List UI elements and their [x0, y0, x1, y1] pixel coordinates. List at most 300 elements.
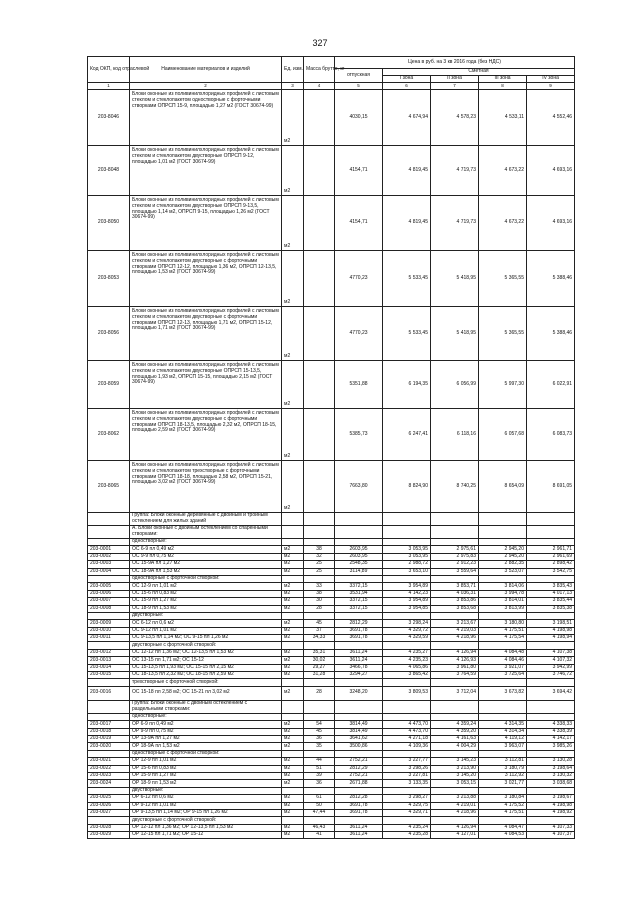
cell-empty — [479, 700, 527, 713]
cell-zone2-price: 4 161,63 — [431, 735, 479, 742]
cell-empty — [479, 679, 527, 686]
cell-zone1-price: 3 809,53 — [383, 686, 431, 700]
cell-code — [88, 679, 130, 686]
cell-mass: 61 — [304, 795, 335, 802]
cell-zone3-price: 3 112,81 — [479, 758, 527, 765]
cell-zone2-price: 5 418,95 — [431, 251, 479, 307]
subgroup-row — [88, 539, 575, 546]
cell-code: 203-0007 — [88, 598, 130, 605]
cell-zone1-price: 3 298,27 — [383, 795, 431, 802]
cell-empty — [383, 539, 431, 546]
cell-unit: м2 — [282, 657, 304, 664]
cell-zone3-price: 4 175,51 — [479, 627, 527, 634]
cell-name: Группа: Блоки оконные деревянные с двойным и тройным остеклением для жилых зданий — [130, 513, 282, 526]
cell-release-price: 2752,21 — [335, 772, 383, 779]
cell-empty — [383, 526, 431, 539]
cell-zone1-price: 8 824,90 — [383, 461, 431, 513]
col-num: 2 — [130, 83, 282, 90]
cell-name: ОС 9-12 пл 1,01 м2 — [130, 627, 282, 634]
cell-zone3-price: 5 997,30 — [479, 361, 527, 409]
cell-unit: м2 — [282, 590, 304, 597]
table-row — [88, 721, 575, 728]
cell-unit: м2 — [282, 146, 304, 196]
cell-code: 203-0010 — [88, 627, 130, 634]
cell-zone3-price: 6 057,68 — [479, 409, 527, 461]
subgroup-row — [88, 575, 575, 582]
cell-mass: 25 — [304, 561, 335, 568]
col-zone4-header: IV зона — [527, 76, 575, 83]
cell-name: Блоки оконные из поливинилхлоридных профилей с листовым стеклом и стеклопакетом двустворные ОПРСП 9-13,5, площадью 1,14 м2, ОПРСП 9-15, площадью 1,26 м2 (ГОСТ 30674-99) — [130, 196, 282, 251]
cell-mass: 29,27 — [304, 664, 335, 671]
cell-empty — [282, 679, 304, 686]
col-num: 6 — [383, 83, 431, 90]
cell-code: 203-0003 — [88, 561, 130, 568]
cell-unit: м2 — [282, 561, 304, 568]
cell-unit: м2 — [282, 635, 304, 642]
cell-mass: 51 — [304, 765, 335, 772]
table-row — [88, 90, 575, 146]
cell-mass: 32 — [304, 553, 335, 560]
cell-zone2-price: 3 145,20 — [431, 772, 479, 779]
cell-zone2-price: 3 213,67 — [431, 620, 479, 627]
cell-code: 203-0014 — [88, 664, 130, 671]
cell-empty — [282, 513, 304, 526]
cell-mass: 36 — [304, 780, 335, 787]
col-num: 1 — [88, 83, 130, 90]
cell-name: ОС 9-13,5 пл 1,14 м2; ОС 9-15 пл 1,26 м2 — [130, 635, 282, 642]
cell-zone1-price: 3 133,35 — [383, 780, 431, 787]
cell-code: 203-0022 — [88, 765, 130, 772]
cell-name: Блоки оконные из поливинилхлоридных профилей с листовым стеклом и стеклопакетом двустворные с форточными створками ОПРСП 18-13,5, площадью 2,32 м2, ОПРСП 18-15, площадью 2,59 м2 (ГОСТ 30674-99) — [130, 409, 282, 461]
cell-mass: 34,33 — [304, 635, 335, 642]
cell-release-price: 2752,21 — [335, 758, 383, 765]
cell-code: 203-0018 — [88, 728, 130, 735]
cell-release-price: 3691,78 — [335, 802, 383, 809]
cell-empty — [527, 612, 575, 619]
cell-name: ОС 15-6 пл 0,83 м2 — [130, 590, 282, 597]
cell-unit: м2 — [282, 409, 304, 461]
cell-empty — [527, 526, 575, 539]
cell-unit: м2 — [282, 721, 304, 728]
cell-code: 203-0015 — [88, 672, 130, 679]
cell-empty — [335, 539, 383, 546]
cell-zone1-price: 3 053,95 — [383, 553, 431, 560]
cell-unit: м2 — [282, 461, 304, 513]
cell-zone2-price: 4 218,96 — [431, 635, 479, 642]
table-row — [88, 196, 575, 251]
cell-zone3-price: 4 175,54 — [479, 635, 527, 642]
cell-zone4-price: 5 388,46 — [527, 307, 575, 361]
cell-zone2-price: 2 975,61 — [431, 546, 479, 553]
cell-name: ОС 9-9 пл 0,75 м2 — [130, 553, 282, 560]
cell-mass — [304, 90, 335, 146]
cell-release-price: 3372,15 — [335, 605, 383, 612]
cell-zone2-price: 4 359,24 — [431, 721, 479, 728]
cell-mass — [304, 409, 335, 461]
cell-name: двустворные с форточной створкой: — [130, 642, 282, 649]
table-row — [88, 772, 575, 779]
cell-code: 203-8050 — [88, 196, 130, 251]
cell-unit: м2 — [282, 664, 304, 671]
cell-zone1-price: 4 819,45 — [383, 196, 431, 251]
cell-empty — [479, 575, 527, 582]
column-number-row — [88, 83, 575, 90]
cell-zone2-price: 4 578,23 — [431, 90, 479, 146]
cell-zone4-price: 4 198,92 — [527, 809, 575, 816]
cell-code: 203-0016 — [88, 686, 130, 700]
cell-code: 203-8059 — [88, 361, 130, 409]
cell-mass — [304, 196, 335, 251]
cell-release-price: 3691,78 — [335, 627, 383, 634]
cell-empty — [431, 713, 479, 720]
cell-zone4-price: 2 961,71 — [527, 546, 575, 553]
cell-zone2-price: 4 127,01 — [431, 832, 479, 839]
cell-zone3-price: 3 814,06 — [479, 583, 527, 590]
cell-empty — [304, 575, 335, 582]
cell-zone4-price: 3 130,28 — [527, 758, 575, 765]
cell-zone2-price: 8 740,25 — [431, 461, 479, 513]
table-row — [88, 795, 575, 802]
cell-unit: м2 — [282, 758, 304, 765]
cell-zone3-price: 8 654,09 — [479, 461, 527, 513]
cell-release-price: 2812,29 — [335, 765, 383, 772]
cell-zone1-price: 3 954,85 — [383, 605, 431, 612]
cell-code: 203-0029 — [88, 832, 130, 839]
cell-zone3-price: 5 365,55 — [479, 307, 527, 361]
cell-release-price: 3531,94 — [335, 590, 383, 597]
cell-empty — [282, 700, 304, 713]
cell-code: 203-0004 — [88, 568, 130, 575]
cell-zone1-price: 4 109,36 — [383, 743, 431, 750]
cell-zone1-price: 6 194,35 — [383, 361, 431, 409]
cell-zone1-price: 4 271,18 — [383, 735, 431, 742]
cell-code: 203-0027 — [88, 809, 130, 816]
cell-empty — [282, 575, 304, 582]
cell-name: ОР 15-9 пл 1,27 м2 — [130, 772, 282, 779]
cell-zone4-price: 3 198,67 — [527, 795, 575, 802]
cell-empty — [527, 513, 575, 526]
cell-release-price: 4030,15 — [335, 90, 383, 146]
cell-zone2-price: 4 004,29 — [431, 743, 479, 750]
cell-zone4-price: 4 338,33 — [527, 721, 575, 728]
cell-name: двустворные: — [130, 612, 282, 619]
cell-zone2-price: 3 145,23 — [431, 758, 479, 765]
table-row — [88, 809, 575, 816]
cell-release-price: 3611,24 — [335, 657, 383, 664]
cell-unit: м2 — [282, 251, 304, 307]
cell-zone1-price: 3 298,26 — [383, 765, 431, 772]
subgroup-row — [88, 679, 575, 686]
cell-zone1-price: 4 235,28 — [383, 832, 431, 839]
cell-zone2-price: 3 764,59 — [431, 672, 479, 679]
cell-name: ОС 15-13,5 пл 1,93 м2; ОС 15-15 пл 2,15 м2 — [130, 664, 282, 671]
group-row — [88, 513, 575, 526]
cell-name: ОР 9-13,5 пл 1,14 м2; ОР 9-15 пл 1,26 м2 — [130, 809, 282, 816]
table-row — [88, 832, 575, 839]
cell-code: 203-0006 — [88, 590, 130, 597]
cell-zone4-price: 3 038,68 — [527, 780, 575, 787]
cell-code: 203-0011 — [88, 635, 130, 642]
cell-zone1-price: 3 954,89 — [383, 598, 431, 605]
cell-name: ОР 9-12 пл 1,01 м2 — [130, 802, 282, 809]
cell-mass — [304, 307, 335, 361]
cell-zone2-price: 3 559,64 — [431, 568, 479, 575]
cell-name: Блоки оконные из поливинилхлоридных профилей с листовым стеклом и стеклопакетом двустворные ОПРСП 9-12, площадью 1,01 м2 (ГОСТ 30674-99) — [130, 146, 282, 196]
cell-release-price: 5351,88 — [335, 361, 383, 409]
cell-empty — [431, 513, 479, 526]
cell-release-price: 3691,78 — [335, 635, 383, 642]
col-num: 3 — [282, 83, 304, 90]
cell-empty — [383, 513, 431, 526]
cell-zone2-price: 5 418,95 — [431, 307, 479, 361]
price-table — [87, 56, 575, 839]
cell-zone1-price: 3 227,77 — [383, 758, 431, 765]
cell-name: одностворные с форточной створкой: — [130, 575, 282, 582]
cell-zone1-price: 4 329,59 — [383, 635, 431, 642]
cell-name: ОР 9-9 пл 0,75 м2 — [130, 728, 282, 735]
cell-zone4-price: 4 693,16 — [527, 196, 575, 251]
cell-zone3-price: 4 314,35 — [479, 721, 527, 728]
cell-name: ОС 13-15 пл 1,71 м2; ОС 15-12 — [130, 657, 282, 664]
cell-zone2-price: 4 126,93 — [431, 657, 479, 664]
cell-zone1-price: 4 473,70 — [383, 721, 431, 728]
cell-name: ОС 12-12 пл 1,36 м2; ОС 12-13,5 пл 1,53 м2 — [130, 649, 282, 656]
cell-zone3-price: 4 673,22 — [479, 146, 527, 196]
cell-zone4-price: 3 694,42 — [527, 686, 575, 700]
cell-code: 203-8056 — [88, 307, 130, 361]
col-unit-header: Ед. изм. — [282, 57, 304, 83]
cell-name: ОР 6-12 пл 0,6 м2 — [130, 795, 282, 802]
cell-zone4-price: 4 198,98 — [527, 802, 575, 809]
table-header — [88, 57, 575, 90]
cell-zone1-price: 4 235,23 — [383, 657, 431, 664]
cell-unit: м2 — [282, 743, 304, 750]
col-num: 8 — [479, 83, 527, 90]
cell-mass — [304, 461, 335, 513]
cell-code: 203-0024 — [88, 780, 130, 787]
col-estimate-header: Сметная — [383, 69, 575, 76]
cell-unit: м2 — [282, 809, 304, 816]
cell-code — [88, 612, 130, 619]
cell-release-price: 3814,49 — [335, 728, 383, 735]
cell-code: 203-0023 — [88, 772, 130, 779]
cell-zone4-price: 3 198,64 — [527, 765, 575, 772]
col-num: 4 — [304, 83, 335, 90]
cell-name: ОС 18-9 пл 1,53 м2 — [130, 605, 282, 612]
cell-code: 203-0028 — [88, 824, 130, 831]
cell-empty — [383, 679, 431, 686]
col-num: 5 — [335, 83, 383, 90]
cell-code: 203-0021 — [88, 758, 130, 765]
cell-unit: м2 — [282, 546, 304, 553]
cell-name: ОС 12-9 пл 1,01 м2 — [130, 583, 282, 590]
cell-mass: 30 — [304, 598, 335, 605]
cell-name: ОР 12-15 пл 1,71 м2; ОР 15-12 — [130, 832, 282, 839]
cell-code: 203-8048 — [88, 146, 130, 196]
cell-code: 203-0008 — [88, 605, 130, 612]
cell-code — [88, 700, 130, 713]
cell-zone2-price: 4 126,94 — [431, 824, 479, 831]
cell-name: ОС 6-9 пл 0,49 м2 — [130, 546, 282, 553]
cell-release-price: 2603,95 — [335, 546, 383, 553]
cell-name: ОР 12-12 пл 1,36 м2; ОР 12-13,5 пл 1,53 м2 — [130, 824, 282, 831]
cell-zone2-price: 3 213,88 — [431, 795, 479, 802]
table-row — [88, 672, 575, 679]
cell-release-price: 3814,49 — [335, 721, 383, 728]
cell-unit: м2 — [282, 196, 304, 251]
cell-empty — [282, 713, 304, 720]
cell-name: Блоки оконные из поливинилхлоридных профилей с листовым стеклом и стеклопакетом двустворные с форточными створками ОПРСП 12-13, площадью 1,71 м2, ОПРСП 15-12, площадью 1,71 м2 (ГОСТ 30674-99) — [130, 307, 282, 361]
table-row — [88, 361, 575, 409]
cell-mass: 54 — [304, 721, 335, 728]
cell-empty — [282, 612, 304, 619]
cell-zone4-price: 4 552,46 — [527, 90, 575, 146]
cell-mass: 39 — [304, 772, 335, 779]
cell-name: ОС 6-12 пл 0,6 м2 — [130, 620, 282, 627]
cell-zone1-price: 4 473,70 — [383, 728, 431, 735]
cell-zone2-price: 3 853,68 — [431, 605, 479, 612]
cell-empty — [335, 713, 383, 720]
group-row — [88, 700, 575, 713]
cell-zone1-price: 4 674,94 — [383, 90, 431, 146]
cell-empty — [527, 575, 575, 582]
cell-name: А. Блоки оконные с двойным остеклением со спаренными створками: — [130, 526, 282, 539]
cell-zone1-price: 4 142,23 — [383, 590, 431, 597]
cell-empty — [527, 539, 575, 546]
table-body — [88, 90, 575, 839]
cell-name: ОР 18-9А пл 1,53 м2 — [130, 743, 282, 750]
cell-zone1-price: 3 653,10 — [383, 568, 431, 575]
cell-unit: м2 — [282, 605, 304, 612]
cell-empty — [479, 539, 527, 546]
cell-zone3-price: 4 084,48 — [479, 649, 527, 656]
cell-zone1-price: 4 329,75 — [383, 802, 431, 809]
cell-zone3-price: 3 921,07 — [479, 664, 527, 671]
cell-name: одностворные: — [130, 713, 282, 720]
cell-name: ОР 6-9 пл 0,49 м2 — [130, 721, 282, 728]
cell-zone1-price: 4 065,86 — [383, 664, 431, 671]
cell-empty — [335, 575, 383, 582]
cell-zone3-price: 4 084,47 — [479, 824, 527, 831]
cell-zone4-price: 8 691,05 — [527, 461, 575, 513]
table-row — [88, 635, 575, 642]
cell-zone4-price: 4 107,32 — [527, 657, 575, 664]
cell-name: двустворные с форточной створкой: — [130, 817, 282, 824]
cell-name: Блоки оконные из поливинилхлоридных профилей с листовым стеклом и стеклопакетом одностворные с форточными створками ОПРСП 15-9, площадью 1,27 м2 (ГОСТ 30674-99) — [130, 90, 282, 146]
cell-zone3-price: 3 180,84 — [479, 795, 527, 802]
cell-mass: 35 — [304, 743, 335, 750]
cell-zone4-price: 2 961,69 — [527, 553, 575, 560]
cell-zone2-price: 6 056,99 — [431, 361, 479, 409]
cell-unit: м2 — [282, 728, 304, 735]
cell-zone1-price: 3 298,24 — [383, 620, 431, 627]
cell-code: 203-8062 — [88, 409, 130, 461]
cell-unit: м2 — [282, 553, 304, 560]
cell-empty — [304, 700, 335, 713]
cell-empty — [335, 513, 383, 526]
cell-zone3-price: 4 533,11 — [479, 90, 527, 146]
col-name-header: Наименование материалов и изделий — [130, 57, 282, 83]
table-row — [88, 409, 575, 461]
cell-mass — [304, 251, 335, 307]
cell-code: 203-8053 — [88, 251, 130, 307]
cell-zone3-price: 2 945,20 — [479, 546, 527, 553]
cell-zone2-price: 3 961,80 — [431, 664, 479, 671]
cell-name: ОР 13-9А пл 1,27 м2 — [130, 735, 282, 742]
group-row — [88, 526, 575, 539]
cell-zone4-price: 2 898,42 — [527, 561, 575, 568]
cell-name: одностворные: — [130, 539, 282, 546]
cell-code: 203-0013 — [88, 657, 130, 664]
cell-zone4-price: 4 107,38 — [527, 649, 575, 656]
cell-zone3-price: 3 021,77 — [479, 780, 527, 787]
cell-empty — [304, 679, 335, 686]
cell-empty — [479, 513, 527, 526]
cell-empty — [304, 539, 335, 546]
cell-name: ОР 12-9 пл 1,01 м2 — [130, 758, 282, 765]
cell-zone4-price: 4 198,94 — [527, 635, 575, 642]
cell-mass: 45 — [304, 728, 335, 735]
cell-zone3-price: 3 994,78 — [479, 590, 527, 597]
cell-unit: м2 — [282, 795, 304, 802]
cell-mass: 28 — [304, 605, 335, 612]
cell-zone3-price: 3 813,99 — [479, 605, 527, 612]
cell-empty — [479, 713, 527, 720]
cell-mass: 45 — [304, 620, 335, 627]
cell-unit: м2 — [282, 765, 304, 772]
cell-zone3-price: 3 180,79 — [479, 765, 527, 772]
cell-zone3-price: 4 175,52 — [479, 802, 527, 809]
cell-unit: м2 — [282, 772, 304, 779]
cell-zone3-price: 3 180,80 — [479, 620, 527, 627]
cell-mass: 38 — [304, 546, 335, 553]
cell-zone2-price: 3 853,71 — [431, 583, 479, 590]
cell-mass: 36 — [304, 735, 335, 742]
cell-zone3-price: 4 084,53 — [479, 832, 527, 839]
cell-name: трехстворные с форточной створкой: — [130, 679, 282, 686]
cell-zone1-price: 5 533,45 — [383, 307, 431, 361]
cell-mass: 47,44 — [304, 809, 335, 816]
cell-zone4-price: 3 130,32 — [527, 772, 575, 779]
cell-unit: м2 — [282, 824, 304, 831]
cell-mass: 25 — [304, 568, 335, 575]
page-number: 327 — [312, 38, 328, 48]
subgroup-row — [88, 612, 575, 619]
cell-code — [88, 526, 130, 539]
cell-unit: м2 — [282, 361, 304, 409]
cell-empty — [304, 612, 335, 619]
cell-zone3-price: 3 725,64 — [479, 672, 527, 679]
cell-zone4-price: 3 835,38 — [527, 605, 575, 612]
cell-empty — [304, 526, 335, 539]
cell-release-price: 2603,95 — [335, 553, 383, 560]
cell-empty — [431, 700, 479, 713]
cell-empty — [383, 612, 431, 619]
cell-zone1-price: 4 819,45 — [383, 146, 431, 196]
cell-unit: м2 — [282, 686, 304, 700]
cell-release-price: 7663,80 — [335, 461, 383, 513]
cell-empty — [431, 539, 479, 546]
cell-empty — [282, 539, 304, 546]
cell-empty — [335, 612, 383, 619]
cell-empty — [335, 700, 383, 713]
cell-zone4-price: 4 693,16 — [527, 146, 575, 196]
cell-code: 203-0025 — [88, 795, 130, 802]
cell-code: 203-0020 — [88, 743, 130, 750]
cell-zone3-price: 3 814,01 — [479, 598, 527, 605]
cell-name: ОС 15-9А пл 1,27 м2 — [130, 561, 282, 568]
cell-zone2-price: 4 219,03 — [431, 627, 479, 634]
